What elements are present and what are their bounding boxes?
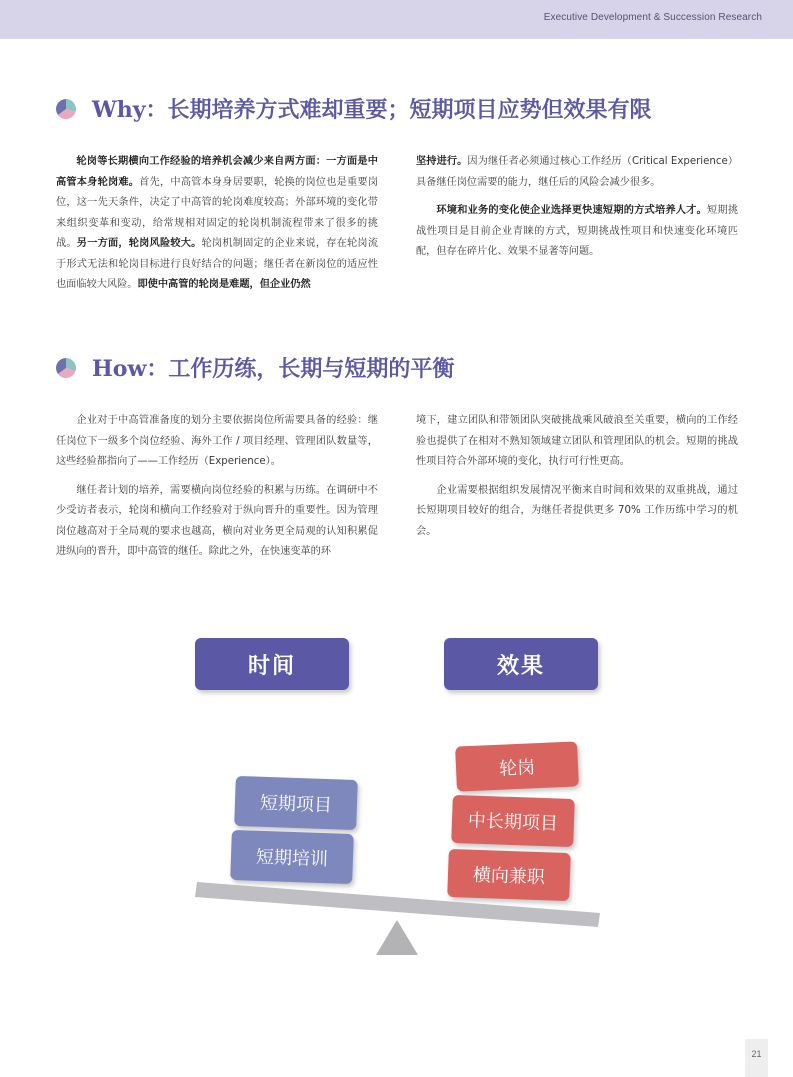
section-how-heading: How：工作历练，长期与短期的平衡 xyxy=(92,356,455,382)
paragraph xyxy=(56,152,378,296)
page-number: 21 xyxy=(751,1049,762,1059)
rotation-box: 轮岗 xyxy=(455,741,579,791)
bold-text-run: 即使中高管的轮岗是难题，但企业仍然 xyxy=(137,279,311,290)
bold-text-run: 另一方面，轮岗风险较大。 xyxy=(76,238,202,249)
text-run: 轮岗机制固定的企业来说，存在轮岗流于形式无法和轮岗目标进行良好结合的问题；继任者在新岗位的适应性也面临较大风险。 xyxy=(56,238,379,290)
pie-chart-icon xyxy=(56,358,76,378)
paragraph xyxy=(416,201,738,263)
paragraph xyxy=(56,411,378,473)
balance-scale xyxy=(0,870,793,970)
section-how-title xyxy=(56,352,454,383)
text-run: 继任者计划的培养，需要横向岗位经验的积累与历练。在调研中不少受访者表示，轮岗和横向工作经验对于纵向晋升的重要性。因为管理岗位越高对于全局观的要求也越高，横向对业务更全局观的认知积累促进纵向的晋升，即中高管的继任。除此之外，在快速变革的环 xyxy=(56,484,378,557)
paragraph xyxy=(56,481,378,563)
paragraph xyxy=(416,481,738,543)
section-how-left-column xyxy=(56,411,378,571)
text-run: 境下，建立团队和带领团队突破挑战乘风破浪至关重要，横向的工作经验也提供了在相对不熟知领域建立团队和管理团队的机会。短期的挑战性项目符合外部环境的变化，执行可行性更高。 xyxy=(416,415,738,467)
section-why-title xyxy=(56,93,652,124)
text-run: 企业需要根据组织发展情况平衡来自时间和效果的双重挑战，通过长短期项目较好的组合，为继任者提供更多 70% 工作历练中学习的机会。 xyxy=(416,484,738,537)
balance-fulcrum xyxy=(376,920,418,955)
horizontal-parttime-box: 横向兼职 xyxy=(447,849,571,901)
section-why-heading: Why：长期培养方式难却重要；短期项目应势但效果有限 xyxy=(92,97,652,123)
paragraph xyxy=(416,411,738,473)
text-run: 短期挑战性项目是目前企业青睐的方式，短期挑战性项目和快速变化环境匹配，但存在碎片化、效果不显著等问题。 xyxy=(416,205,739,257)
text-run: 企业对于中高管准备度的划分主要依据岗位所需要具备的经验：继任岗位下一级多个岗位经验、海外工作 / 项目经理、管理团队数量等，这些经验都指向了——工作经历（Experience）。 xyxy=(56,415,378,467)
bold-text-run: 环境和业务的变化使企业选择更快速短期的方式培养人才。 xyxy=(436,205,707,216)
mid-long-project-box: 中长期项目 xyxy=(451,795,575,847)
bold-text-run: 坚持进行。 xyxy=(416,156,468,167)
short-training-box: 短期培训 xyxy=(230,830,354,884)
section-why-left-column xyxy=(56,152,378,304)
paragraph xyxy=(416,152,738,193)
header-title: Executive Development & Succession Research xyxy=(543,12,762,23)
time-header-box: 时间 xyxy=(195,638,349,690)
text-run: 首先，中高管本身身居要职，轮换的岗位也是重要岗位，这一先天条件，决定了中高管的轮岗难度较高；外部环境的变化带来组织变革和变动，给常规相对固定的轮岗机制流程带来了很多的挑战。 xyxy=(56,176,379,249)
text-run: 因为继任者必须通过核心工作经历（Critical Experience）具备继任岗位需要的能力，继任后的风险会减少很多。 xyxy=(416,156,739,188)
page-number-box xyxy=(745,1039,768,1077)
section-how-right-column xyxy=(416,411,738,550)
header-band xyxy=(0,0,793,39)
pie-chart-icon xyxy=(56,99,76,119)
effect-header-box: 效果 xyxy=(444,638,598,690)
balance-beam xyxy=(195,882,600,927)
short-project-box: 短期项目 xyxy=(234,776,358,830)
section-why-right-column xyxy=(416,152,738,271)
bold-text-run: 轮岗等长期横向工作经验的培养机会减少来自两方面：一方面是中高管本身轮岗难。 xyxy=(56,156,378,188)
